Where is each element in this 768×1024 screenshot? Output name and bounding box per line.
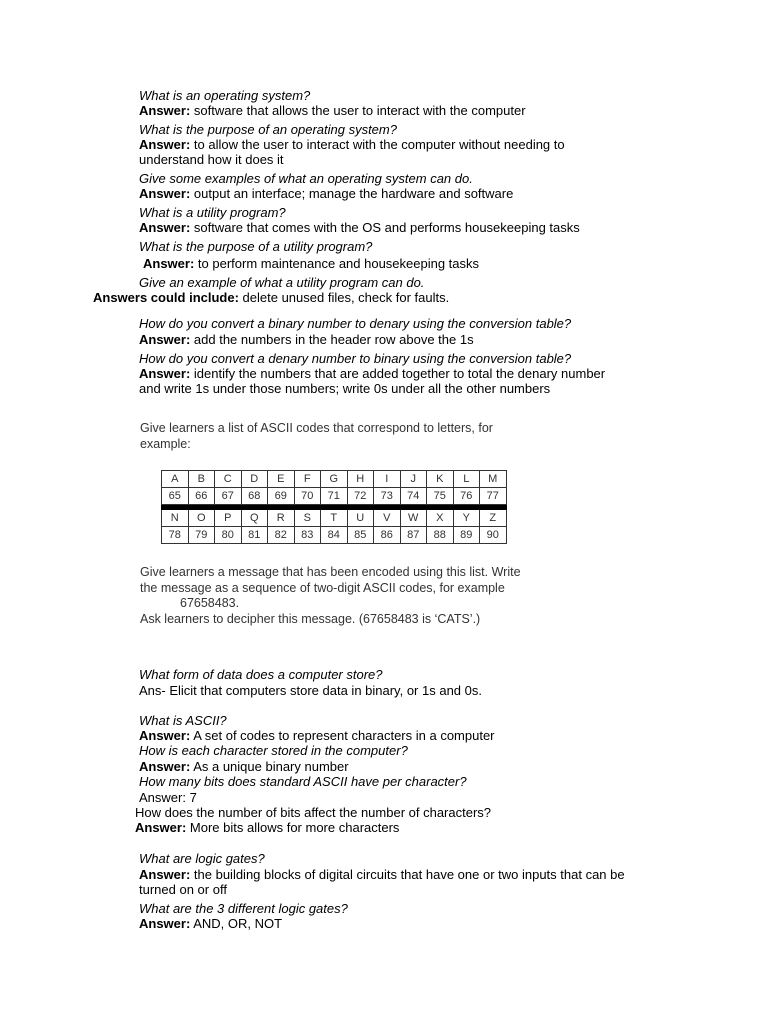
table-cell: 66 [188,488,215,505]
answer-text: identify the numbers that are added together to total the denary number [190,366,606,381]
table-cell: 79 [188,527,215,544]
ascii-code-table [161,470,507,544]
table-cell: M [480,471,507,488]
answer-gate-types [139,916,282,931]
table-cell: I [374,471,401,488]
table-cell: O [188,510,215,527]
table-cell: B [188,471,215,488]
table-cell: 69 [268,488,295,505]
answer-os-examples [139,186,513,201]
answer-text: software that comes with the OS and performs housekeeping tasks [190,220,580,235]
table-cell: 74 [400,488,427,505]
answer-logic-gates-cont: turned on or off [139,882,227,897]
table-cell: 68 [241,488,268,505]
answer-label: Answer: [139,916,191,931]
ascii-message-line1: Give learners a message that has been encoded using this list. Write [140,565,521,579]
answer-utility [139,220,580,235]
table-cell: 87 [400,527,427,544]
answer-binary-to-denary [139,332,474,347]
question-denary-to-binary: How do you convert a denary number to binary using the conversion table? [139,351,572,366]
table-cell: 73 [374,488,401,505]
answer-label: Answer: [139,220,191,235]
answer-label: Answer: [135,820,187,835]
table-cell: S [294,510,321,527]
table-cell: 80 [215,527,242,544]
answer-data-form: Ans- Elicit that computers store data in binary, or 1s and 0s. [139,683,482,698]
answer-utility-purpose [143,256,479,271]
answer-label: Answer: [139,867,191,882]
answer-text: the building blocks of digital circuits that have one or two inputs that can be [190,867,625,882]
table-cell: E [268,471,295,488]
answer-char-storage [139,759,349,774]
table-row [162,510,507,527]
answer-text: software that allows the user to interact with the computer [190,103,526,118]
table-cell: 84 [321,527,348,544]
question-data-form: What form of data does a computer store? [139,667,383,682]
table-cell: P [215,510,242,527]
table-cell: 82 [268,527,295,544]
answer-utility-example [93,290,449,305]
table-cell: U [347,510,374,527]
question-binary-to-denary: How do you convert a binary number to denary using the conversion table? [139,316,572,331]
table-cell: 77 [480,488,507,505]
answer-os [139,103,526,118]
answer-ascii [139,728,495,743]
table-cell: 85 [347,527,374,544]
table-cell: 78 [162,527,189,544]
answer-label: Answer: [139,103,191,118]
table-cell: 65 [162,488,189,505]
answer-denary-to-binary [139,366,605,381]
table-cell: 86 [374,527,401,544]
answer-label: Answer: [139,759,191,774]
table-cell: 90 [480,527,507,544]
question-os: What is an operating system? [139,88,311,103]
answer-text: to allow the user to interact with the computer without needing to [190,137,565,152]
question-char-storage: How is each character stored in the computer? [139,743,408,758]
answer-label: Answer: [139,728,191,743]
table-cell: Z [480,510,507,527]
table-cell: 81 [241,527,268,544]
table-cell: H [347,471,374,488]
answer-os-purpose [139,137,565,152]
ascii-message-line2: the message as a sequence of two-digit ASCII codes, for example [140,581,505,595]
answer-text: delete unused files, check for faults. [238,290,450,305]
table-cell: L [453,471,480,488]
question-utility: What is a utility program? [139,205,286,220]
table-cell: G [321,471,348,488]
table-cell: 67 [215,488,242,505]
table-cell: V [374,510,401,527]
answer-label: Answer: [139,332,191,347]
question-utility-purpose: What is the purpose of a utility program? [139,239,373,254]
table-cell: 76 [453,488,480,505]
ascii-intro-line1: Give learners a list of ASCII codes that correspond to letters, for [140,421,493,435]
table-cell: N [162,510,189,527]
answer-label: Answer: [139,366,191,381]
answer-text: output an interface; manage the hardware and software [190,186,514,201]
table-cell: 88 [427,527,454,544]
answer-label: Answer: [143,256,195,271]
table-cell: R [268,510,295,527]
answer-text: A set of codes to represent characters in a computer [190,728,495,743]
table-cell: C [215,471,242,488]
ascii-intro-line2: example: [140,437,191,451]
question-ascii: What is ASCII? [139,713,227,728]
table-cell: J [400,471,427,488]
answer-text: More bits allows for more characters [186,820,400,835]
table-cell: A [162,471,189,488]
table-cell: K [427,471,454,488]
table-row [162,527,507,544]
question-utility-example: Give an example of what a utility program can do. [139,275,425,290]
table-cell: F [294,471,321,488]
answer-label: Answer: [139,186,191,201]
table-cell: Y [453,510,480,527]
ascii-message-example: 67658483. [180,596,240,610]
question-bits-effect: How does the number of bits affect the number of characters? [135,805,492,820]
table-cell: 70 [294,488,321,505]
answer-label: Answer: [139,137,191,152]
table-cell: 72 [347,488,374,505]
ascii-message-line4: Ask learners to decipher this message. (67658483 is ‘CATS’.) [140,612,481,626]
table-cell: Q [241,510,268,527]
table-cell: 83 [294,527,321,544]
answer-text: to perform maintenance and housekeeping tasks [194,256,480,271]
answer-logic-gates [139,867,625,882]
answer-ascii-bits: Answer: 7 [139,790,197,805]
question-logic-gates: What are logic gates? [139,851,265,866]
table-row [162,488,507,505]
question-ascii-bits: How many bits does standard ASCII have per character? [139,774,467,789]
answer-denary-to-binary-cont: and write 1s under those numbers; write 0s under all the other numbers [139,381,551,396]
answer-text: AND, OR, NOT [190,916,283,931]
answer-label: Answers could include: [93,290,239,305]
table-cell: X [427,510,454,527]
answer-bits-effect [135,820,399,835]
table-cell: T [321,510,348,527]
answer-text: add the numbers in the header row above the 1s [190,332,474,347]
question-os-purpose: What is the purpose of an operating system? [139,122,397,137]
table-row [162,471,507,488]
table-cell: W [400,510,427,527]
answer-os-purpose-cont: understand how it does it [139,152,284,167]
question-os-examples: Give some examples of what an operating system can do. [139,171,473,186]
table-cell: 71 [321,488,348,505]
answer-text: As a unique binary number [190,759,349,774]
table-cell: 89 [453,527,480,544]
table-cell: D [241,471,268,488]
table-cell: 75 [427,488,454,505]
question-gate-types: What are the 3 different logic gates? [139,901,348,916]
